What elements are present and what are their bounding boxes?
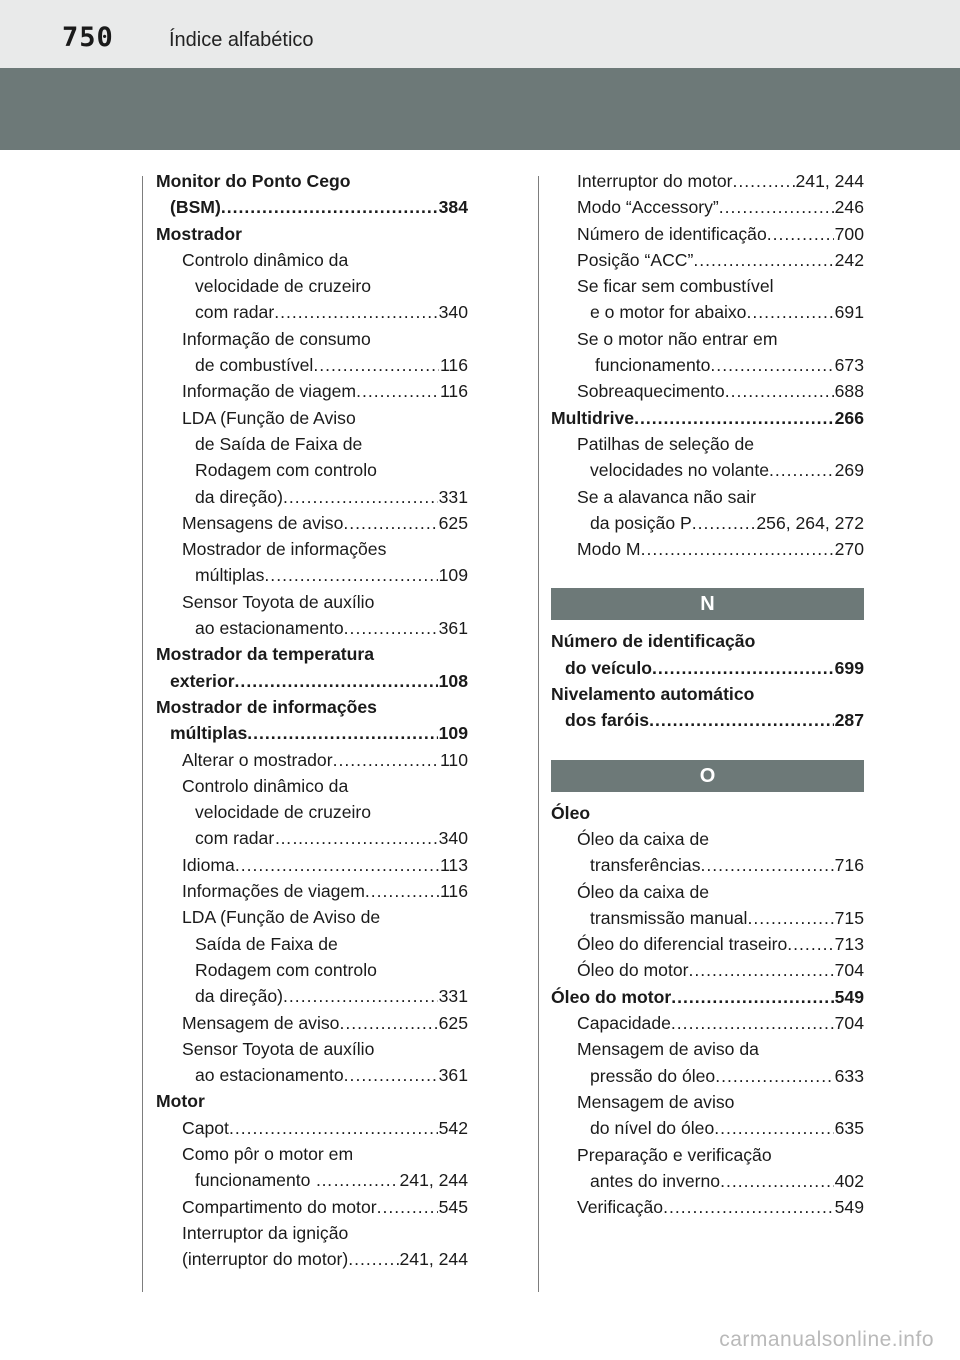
- leader-dots: [692, 510, 756, 536]
- leader-dots: [356, 378, 439, 404]
- leader-dots: [715, 1063, 833, 1089]
- leader-dots: [767, 221, 834, 247]
- index-entry-label: múltiplas: [195, 565, 265, 586]
- leader-dots: [714, 1115, 833, 1141]
- index-entry-page: 340: [438, 828, 468, 849]
- index-entry-label: Informação de consumo: [182, 328, 371, 349]
- index-entry-page: 688: [834, 381, 864, 402]
- index-entry: [156, 904, 468, 930]
- index-entry: [551, 628, 864, 654]
- index-entry: [156, 747, 468, 773]
- index-entry-label: Mostrador de informações: [182, 539, 387, 560]
- leader-dots: [283, 983, 438, 1009]
- index-entry: [156, 852, 468, 878]
- index-entry: [156, 957, 468, 983]
- section-title: Índice alfabético: [169, 29, 314, 51]
- leader-dots: [769, 457, 834, 483]
- index-entry-label: Controlo dinâmico da: [182, 249, 349, 270]
- leader-dots: [368, 1167, 398, 1193]
- index-entry-label: Número de identificação: [551, 631, 756, 652]
- index-entry: [156, 1010, 468, 1036]
- leader-dots: [671, 1010, 834, 1036]
- index-entry-label: Se a alavanca não sair: [577, 486, 756, 507]
- index-entry-label: ao estacionamento: [195, 1065, 344, 1086]
- index-entry-label: Saída de Faixa de: [195, 933, 338, 954]
- index-entry: [156, 931, 468, 957]
- leader-dots: [634, 405, 834, 431]
- index-entry-label: funcionamento ………: [195, 1170, 369, 1191]
- index-entry: [551, 879, 864, 905]
- index-entry-label: Se o motor não entrar em: [577, 328, 778, 349]
- leader-dots: [641, 536, 834, 562]
- index-entry-label: Compartimento do motor: [182, 1196, 377, 1217]
- index-entry-page: 625: [438, 512, 468, 533]
- index-entry-page: 241, 244: [399, 1249, 468, 1270]
- index-entry: [156, 1036, 468, 1062]
- index-entry: [551, 984, 864, 1010]
- leader-dots: [264, 562, 437, 588]
- index-entry: [551, 852, 864, 878]
- leader-dots: [235, 668, 438, 694]
- index-entry-label: transferências: [590, 855, 701, 876]
- leader-dots: [720, 1168, 834, 1194]
- index-entry-label: funcionamento: [595, 355, 711, 376]
- index-entry-label: Informações de viagem: [182, 881, 365, 902]
- index-entry-page: 715: [834, 907, 864, 928]
- index-entry: [156, 221, 468, 247]
- index-entry-page: 246: [834, 197, 864, 218]
- index-entry-label: Modo “Accessory”: [577, 197, 719, 218]
- index-entry-page: 241, 244: [399, 1170, 468, 1191]
- index-entry: [551, 273, 864, 299]
- leader-dots: [221, 194, 438, 220]
- leader-dots: [747, 905, 833, 931]
- index-entry: [551, 931, 864, 957]
- index-entry-page: 673: [834, 355, 864, 376]
- leader-dots: [377, 1194, 438, 1220]
- index-entry-label: da posição P: [590, 512, 692, 533]
- leader-dots: [343, 510, 437, 536]
- index-entry-label: Verificação: [577, 1197, 664, 1218]
- index-entry: [156, 1141, 468, 1167]
- header-banner: [0, 68, 960, 150]
- index-entry-label: transmissão manual: [590, 907, 748, 928]
- index-entry-label: de Saída de Faixa de: [195, 433, 363, 454]
- index-entry-label: Rodagem com controlo: [195, 959, 377, 980]
- index-entry: [551, 326, 864, 352]
- index-entry-label: Sobreaquecimento: [577, 381, 725, 402]
- index-entry-page: 633: [834, 1065, 864, 1086]
- column-rule-left: [142, 176, 143, 1292]
- index-entry-label: pressão do óleo: [590, 1065, 716, 1086]
- index-entry: [156, 1062, 468, 1088]
- index-entry-label: do veículo: [565, 657, 653, 678]
- index-entry: [156, 720, 468, 746]
- index-entry-label: Óleo do motor: [577, 960, 689, 981]
- index-entry-label: Interruptor da ignição: [182, 1222, 349, 1243]
- index-entry-label: velocidade de cruzeiro: [195, 802, 372, 823]
- index-entry: [551, 1036, 864, 1062]
- index-entry: [156, 825, 468, 851]
- index-entry: [156, 615, 468, 641]
- index-entry: [551, 1063, 864, 1089]
- leader-dots: [309, 825, 437, 851]
- index-entry: [156, 194, 468, 220]
- index-entry-label: Mensagem de aviso: [182, 1012, 340, 1033]
- index-entry-page: 242: [834, 249, 864, 270]
- index-entry-page: 331: [438, 486, 468, 507]
- leader-dots: [274, 299, 437, 325]
- index-entry-label: Posição “ACC”: [577, 249, 694, 270]
- index-entry-page: 361: [438, 618, 468, 639]
- index-entry: [551, 536, 864, 562]
- index-entry: [156, 589, 468, 615]
- index-entry-label: com radar……: [195, 828, 310, 849]
- index-entry-label: Mostrador de informações: [156, 696, 377, 717]
- index-entry-label: Capot: [182, 1117, 229, 1138]
- index-entry-label: Motor: [156, 1091, 205, 1112]
- index-entry: [551, 194, 864, 220]
- index-entry-label: Idioma: [182, 854, 235, 875]
- leader-dots: [746, 299, 833, 325]
- index-entry: [551, 655, 864, 681]
- index-entry: [156, 1167, 468, 1193]
- index-entry-label: Mostrador: [156, 223, 243, 244]
- index-entry: [551, 510, 864, 536]
- leader-dots: [732, 168, 794, 194]
- index-entry-label: (interruptor do motor): [182, 1249, 349, 1270]
- index-entry: [156, 1194, 468, 1220]
- index-entry-page: 691: [834, 302, 864, 323]
- index-entry: [156, 1220, 468, 1246]
- index-entry-label: Mensagem de aviso: [577, 1091, 735, 1112]
- index-entry: [551, 221, 864, 247]
- index-entry-label: Mensagem de aviso da: [577, 1039, 759, 1060]
- index-entry: [156, 878, 468, 904]
- leader-dots: [671, 984, 833, 1010]
- index-entry-page: 340: [438, 302, 468, 323]
- leader-dots: [339, 1010, 437, 1036]
- index-entry-label: do nível do óleo: [590, 1118, 715, 1139]
- index-entry-page: 545: [438, 1196, 468, 1217]
- index-entry: [156, 273, 468, 299]
- index-entry-page: 256, 264, 272: [756, 512, 864, 533]
- index-entry-label: LDA (Função de Aviso: [182, 407, 356, 428]
- leader-dots: [313, 352, 439, 378]
- index-entry: [156, 247, 468, 273]
- index-entry: [551, 681, 864, 707]
- index-entry-label: Alterar o mostrador: [182, 749, 333, 770]
- index-entry-label: Monitor do Ponto Cego: [156, 171, 351, 191]
- index-entry-label: e o motor for abaixo: [590, 302, 747, 323]
- index-entry-page: 713: [834, 934, 864, 955]
- index-entry: [551, 1010, 864, 1036]
- index-entry-page: 241, 244: [795, 171, 864, 191]
- watermark: carmanualsonline.info: [719, 1328, 934, 1351]
- index-entry: [551, 378, 864, 404]
- index-entry-label: Sensor Toyota de auxílio: [182, 1038, 375, 1059]
- index-entry-page: 700: [834, 223, 864, 244]
- index-entry-page: 704: [834, 1013, 864, 1034]
- leader-dots: [365, 878, 439, 904]
- index-entry-label: Óleo da caixa de: [577, 828, 710, 849]
- index-entry: [551, 1194, 864, 1220]
- index-entry-label: com radar: [195, 302, 275, 323]
- index-entry: [156, 668, 468, 694]
- index-entry-label: (BSM): [170, 197, 221, 218]
- index-entry-label: velocidades no volante: [590, 460, 769, 481]
- index-entry-page: 116: [439, 355, 468, 376]
- index-entry: [156, 641, 468, 667]
- index-entry-label: Como pôr o motor em: [182, 1143, 354, 1164]
- index-entry: [551, 484, 864, 510]
- index-entry: [156, 484, 468, 510]
- index-entry-label: de combustível: [195, 355, 314, 376]
- column-rule-middle: [538, 176, 539, 1292]
- index-entry-label: Óleo do motor: [551, 986, 672, 1007]
- index-entry-label: antes do inverno: [590, 1170, 721, 1191]
- index-entry-page: 384: [438, 197, 468, 218]
- index-entry-label: Patilhas de seleção de: [577, 433, 755, 454]
- index-entry: [551, 800, 864, 826]
- index-entry-page: 402: [834, 1170, 864, 1191]
- index-entry-label: Controlo dinâmico da: [182, 775, 349, 796]
- index-entry-page: 549: [834, 1197, 864, 1218]
- index-entry: [551, 707, 864, 733]
- index-entry: [156, 431, 468, 457]
- index-entry: [156, 510, 468, 536]
- index-column-left: [156, 168, 468, 1272]
- leader-dots: [693, 247, 833, 273]
- index-entry-label: Interruptor do motor: [577, 171, 733, 191]
- index-entry-label: Informação de viagem: [182, 381, 357, 402]
- index-entry-page: 109: [438, 723, 468, 744]
- index-entry-page: 116: [439, 381, 468, 402]
- index-entry: [156, 1246, 468, 1272]
- index-entry-label: Mensagens de aviso: [182, 512, 344, 533]
- leader-dots: [787, 931, 833, 957]
- leader-dots: [652, 655, 834, 681]
- index-entry-page: 704: [834, 960, 864, 981]
- index-entry-page: 699: [834, 657, 864, 678]
- index-entry-label: dos faróis: [565, 710, 650, 731]
- index-entry-label: da direção): [195, 486, 284, 507]
- index-entry-page: 109: [438, 565, 468, 586]
- index-entry-label: Modo M: [577, 539, 641, 560]
- index-entry: [156, 326, 468, 352]
- header-bar: [0, 0, 960, 68]
- index-entry-page: 635: [834, 1118, 864, 1139]
- leader-dots: [725, 378, 834, 404]
- index-entry-label: múltiplas: [170, 723, 248, 744]
- index-entry-label: Óleo do diferencial traseiro: [577, 934, 788, 955]
- index-entry: [156, 457, 468, 483]
- index-entry: [156, 773, 468, 799]
- index-entry: [156, 352, 468, 378]
- index-entry-label: Nivelamento automático: [551, 684, 755, 705]
- index-entry: [551, 431, 864, 457]
- leader-dots: [688, 957, 833, 983]
- index-entry-page: 113: [439, 854, 468, 875]
- index-entry: [156, 1115, 468, 1141]
- index-entry: [551, 1168, 864, 1194]
- index-entry-page: 542: [438, 1117, 468, 1138]
- index-entry-label: Preparação e verificação: [577, 1144, 772, 1165]
- index-entry: [551, 905, 864, 931]
- leader-dots: [283, 484, 438, 510]
- index-entry-label: Óleo da caixa de: [577, 881, 710, 902]
- index-entry: [156, 299, 468, 325]
- index-entry-label: Número de identificação: [577, 223, 767, 244]
- index-entry-page: 287: [834, 710, 864, 731]
- leader-dots: [344, 615, 438, 641]
- index-entry-page: 110: [439, 749, 468, 770]
- leader-dots: [235, 852, 439, 878]
- index-entry-label: velocidade de cruzeiro: [195, 276, 372, 297]
- index-entry-page: 361: [438, 1065, 468, 1086]
- index-entry-label: da direção): [195, 986, 284, 1007]
- index-entry: [551, 1142, 864, 1168]
- index-entry: [551, 352, 864, 378]
- index-entry-label: exterior: [170, 670, 235, 691]
- index-entry-page: 269: [834, 460, 864, 481]
- index-entry-page: 270: [834, 539, 864, 560]
- index-entry-label: Capacidade: [577, 1013, 671, 1034]
- index-entry: [156, 378, 468, 404]
- index-entry-page: 716: [834, 855, 864, 876]
- leader-dots: [344, 1062, 438, 1088]
- leader-dots: [710, 352, 833, 378]
- index-entry: [156, 405, 468, 431]
- index-entry-page: 625: [438, 1012, 468, 1033]
- index-entry: [156, 536, 468, 562]
- index-entry: [551, 457, 864, 483]
- index-entry: [551, 1089, 864, 1115]
- index-entry-page: 549: [834, 986, 864, 1007]
- index-entry-label: Óleo: [551, 802, 591, 823]
- leader-dots: [247, 720, 437, 746]
- leader-dots: [333, 747, 439, 773]
- index-entry-label: Rodagem com controlo: [195, 460, 377, 481]
- index-entry: [156, 1088, 468, 1114]
- section-letter-o: O: [551, 760, 864, 792]
- leader-dots: [649, 707, 834, 733]
- index-entry: [156, 562, 468, 588]
- index-column-right: [551, 168, 864, 1220]
- index-entry: [156, 694, 468, 720]
- index-entry: [551, 826, 864, 852]
- index-entry: [156, 983, 468, 1009]
- index-entry: [551, 168, 864, 194]
- index-entry: [551, 299, 864, 325]
- index-entry-label: ao estacionamento: [195, 618, 344, 639]
- index-entry: [551, 247, 864, 273]
- leader-dots: [229, 1115, 438, 1141]
- leader-dots: [701, 852, 834, 878]
- index-entry: [156, 168, 468, 194]
- leader-dots: [348, 1246, 398, 1272]
- index-entry-label: Se ficar sem combustível: [577, 276, 774, 297]
- index-entry-label: Sensor Toyota de auxílio: [182, 591, 375, 612]
- index-entry-page: 331: [438, 986, 468, 1007]
- index-entry-page: 266: [834, 407, 864, 428]
- leader-dots: [719, 194, 834, 220]
- section-letter-n: N: [551, 588, 864, 620]
- index-entry: [551, 405, 864, 431]
- index-entry-label: Mostrador da temperatura: [156, 644, 375, 665]
- page-number: 750: [62, 22, 114, 53]
- index-entry-label: LDA (Função de Aviso de: [182, 907, 381, 928]
- index-entry-page: 108: [438, 670, 468, 691]
- leader-dots: [663, 1194, 834, 1220]
- index-entry: [156, 799, 468, 825]
- index-entry: [551, 1115, 864, 1141]
- index-entry-page: 116: [439, 881, 468, 902]
- index-entry: [551, 957, 864, 983]
- index-entry-label: Multidrive: [551, 407, 635, 428]
